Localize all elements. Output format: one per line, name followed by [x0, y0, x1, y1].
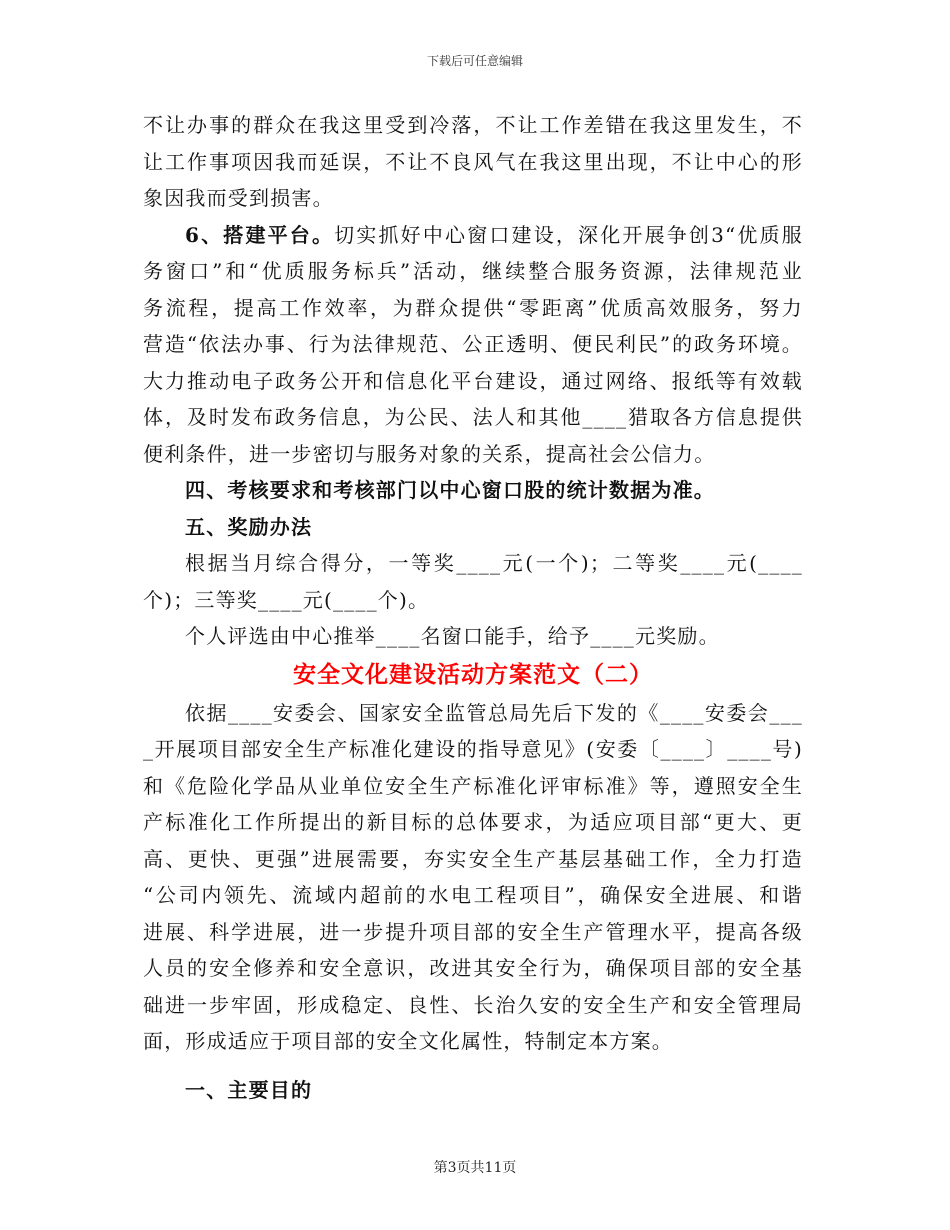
item-6-line — [143, 217, 803, 254]
paragraph-line: 高、更快、更强”进展需要，夯实安全生产基层基础工作，全力打造 — [143, 846, 803, 871]
paragraph-line: 面，形成适应于项目部的安全文化属性，特制定本方案。 — [143, 1029, 673, 1053]
document-body — [143, 107, 803, 1108]
reward-line: 个)；三等奖____元(____个)。 — [143, 587, 430, 612]
spacer — [143, 1060, 803, 1072]
page-footer: 第3页共11页 — [433, 1160, 517, 1176]
paragraph-line: 不让办事的群众在我这里受到冷落，不让工作差错在我这里发生，不 — [143, 113, 803, 137]
paragraph-line: 体，及时发布政务信息，为公民、法人和其他____猎取各方信息提供 — [143, 405, 803, 429]
paragraph-line: 便利条件，进一步密切与服务对象的关系，提高社会公信力。 — [143, 441, 716, 466]
section-5-heading: 五、奖励办法 — [185, 514, 313, 539]
paragraph-line: 依据____安委会、国家安全监管总局先后下发的《____安委会___ — [185, 700, 803, 725]
paragraph-line: 营造“依法办事、行为法律规范、公正透明、便民利民”的政务环境。 — [143, 332, 803, 356]
reward-line: 根据当月综合得分，一等奖____元(一个)；二等奖____元(____ — [185, 551, 803, 575]
section-4-heading: 四、考核要求和考核部门以中心窗口股的统计数据为准。 — [185, 478, 715, 502]
paragraph-line: 础进一步牢固，形成稳定、良性、长治久安的安全生产和安全管理局 — [143, 992, 803, 1017]
paragraph-line: 大力推动电子政务公开和信息化平台建设，通过网络、报纸等有效载 — [143, 368, 803, 393]
page-header-note: 下载后可任意编辑 — [426, 54, 523, 68]
section-title: 安全文化建设活动方案范文（二） — [293, 660, 653, 688]
reward-line: 个人评选由中心推举____名窗口能手，给予____元奖励。 — [185, 624, 720, 648]
paragraph-line: 人员的安全修养和安全意识，改进其安全行为，确保项目部的安全基 — [143, 956, 803, 980]
paragraph-line: _开展项目部安全生产标准化建设的指导意见》(安委〔____〕____号) — [143, 737, 803, 761]
paragraph-line: 务流程，提高工作效率，为群众提供“零距离”优质高效服务，努力 — [143, 295, 803, 320]
paragraph-line: 务窗口”和“优质服务标兵”活动，继续整合服务资源，法律规范业 — [143, 259, 803, 283]
paragraph-line: 和《危险化学品从业单位安全生产标准化评审标准》等，遵照安全生 — [143, 773, 803, 798]
paragraph-line: 象因我而受到损害。 — [143, 186, 334, 210]
paragraph-line: 产标准化工作所提出的新目标的总体要求，为适应项目部“更大、更 — [143, 810, 803, 834]
main-goal-heading: 一、主要目的 — [185, 1077, 313, 1102]
paragraph-line: “公司内领先、流域内超前的水电工程项目”，确保安全进展、和谐 — [143, 883, 803, 907]
item-6-text: 切实抓好中心窗口建设，深化开展争创3“优质服 — [334, 222, 803, 247]
paragraph-line: 进展、科学进展，进一步提升项目部的安全生产管理水平，提高各级 — [143, 919, 803, 944]
paragraph-line: 让工作事项因我而延误，不让不良风气在我这里出现，不让中心的形 — [143, 149, 803, 174]
item-6-lead: 6、搭建平台。 — [185, 222, 335, 247]
